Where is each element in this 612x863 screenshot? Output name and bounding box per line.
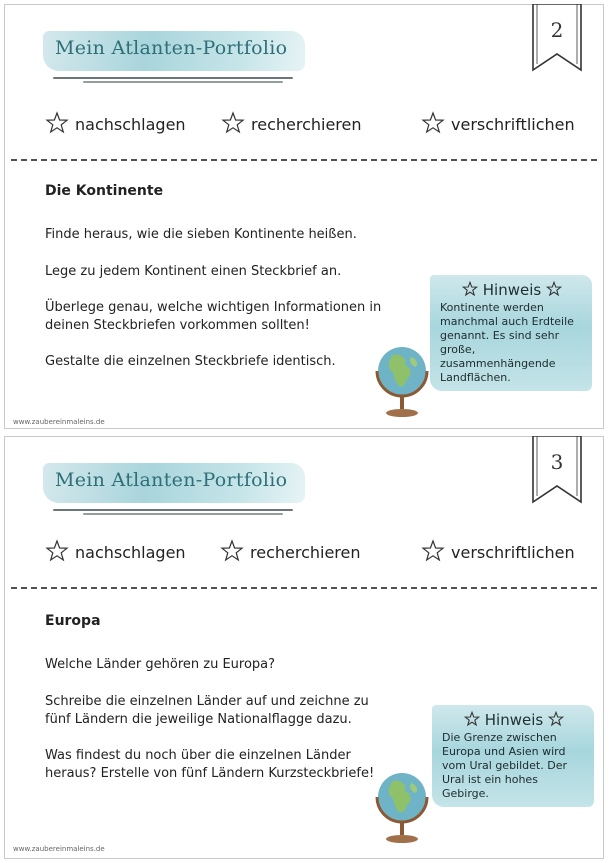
task-card-continents [4, 4, 604, 429]
skill-verschriftlichen: verschriftlichen [451, 115, 575, 134]
task-item: Welche Länder gehören zu Europa? [45, 657, 276, 672]
star-icon [220, 539, 244, 563]
star-icon [548, 711, 564, 727]
footer-url: www.zaubereinmaleins.de [13, 845, 105, 853]
card-title-banner [43, 457, 313, 515]
star-icon [464, 711, 480, 727]
card-title: Mein Atlanten-Portfolio [55, 469, 288, 491]
star-icon [45, 539, 69, 563]
section-title: Europa [45, 613, 101, 629]
hint-text: Kontinente werden manchmal auch Erdteile genannt. Es sind sehr große, zusammenhängende Landflächen. [440, 301, 574, 384]
star-icon [421, 111, 445, 135]
task-item: Schreibe die einzelnen Länder auf und zeichne zu fünf Ländern die jeweilige Nationalflagge dazu. [45, 694, 369, 727]
star-icon [221, 111, 245, 135]
globe-icon [371, 341, 433, 423]
task-item: Überlege genau, welche wichtigen Informationen in deinen Steckbriefen vorkommen sollten! [45, 300, 382, 333]
footer-url: www.zaubereinmaleins.de [13, 418, 105, 426]
task-item: Finde heraus, wie die sieben Kontinente heißen. [45, 227, 357, 242]
skill-nachschlagen: nachschlagen [75, 543, 186, 562]
skill-recherchieren: recherchieren [250, 543, 361, 562]
skill-recherchieren: recherchieren [251, 115, 362, 134]
skill-verschriftlichen: verschriftlichen [451, 543, 575, 562]
task-card-europe [4, 436, 604, 859]
task-item: Lege zu jedem Kontinent einen Steckbrief an. [45, 264, 342, 279]
card-title-banner [43, 25, 313, 83]
hint-title: Hinweis [440, 281, 584, 299]
bookmark-number-badge [529, 436, 585, 506]
hint-box [430, 275, 592, 391]
star-icon [462, 281, 478, 297]
divider [11, 587, 597, 589]
star-icon [45, 111, 69, 135]
hint-text: Die Grenze zwischen Europa und Asien wird vom Ural gebildet. Der Ural ist ein hohes Gebirge. [442, 731, 567, 800]
card-title: Mein Atlanten-Portfolio [55, 37, 288, 59]
globe-icon [371, 767, 433, 849]
task-item: Was findest du noch über die einzelnen Länder heraus? Erstelle von fünf Ländern Kurzsteckbriefe! [45, 748, 375, 781]
skill-nachschlagen: nachschlagen [75, 115, 186, 134]
section-title: Die Kontinente [45, 183, 164, 199]
card-number: 3 [550, 450, 564, 474]
card-number: 2 [550, 18, 564, 42]
bookmark-number-badge [529, 4, 585, 74]
divider [11, 159, 597, 161]
star-icon [421, 539, 445, 563]
hint-box [432, 705, 594, 807]
star-icon [546, 281, 562, 297]
hint-title: Hinweis [442, 711, 586, 729]
task-item: Gestalte die einzelnen Steckbriefe identisch. [45, 354, 336, 369]
